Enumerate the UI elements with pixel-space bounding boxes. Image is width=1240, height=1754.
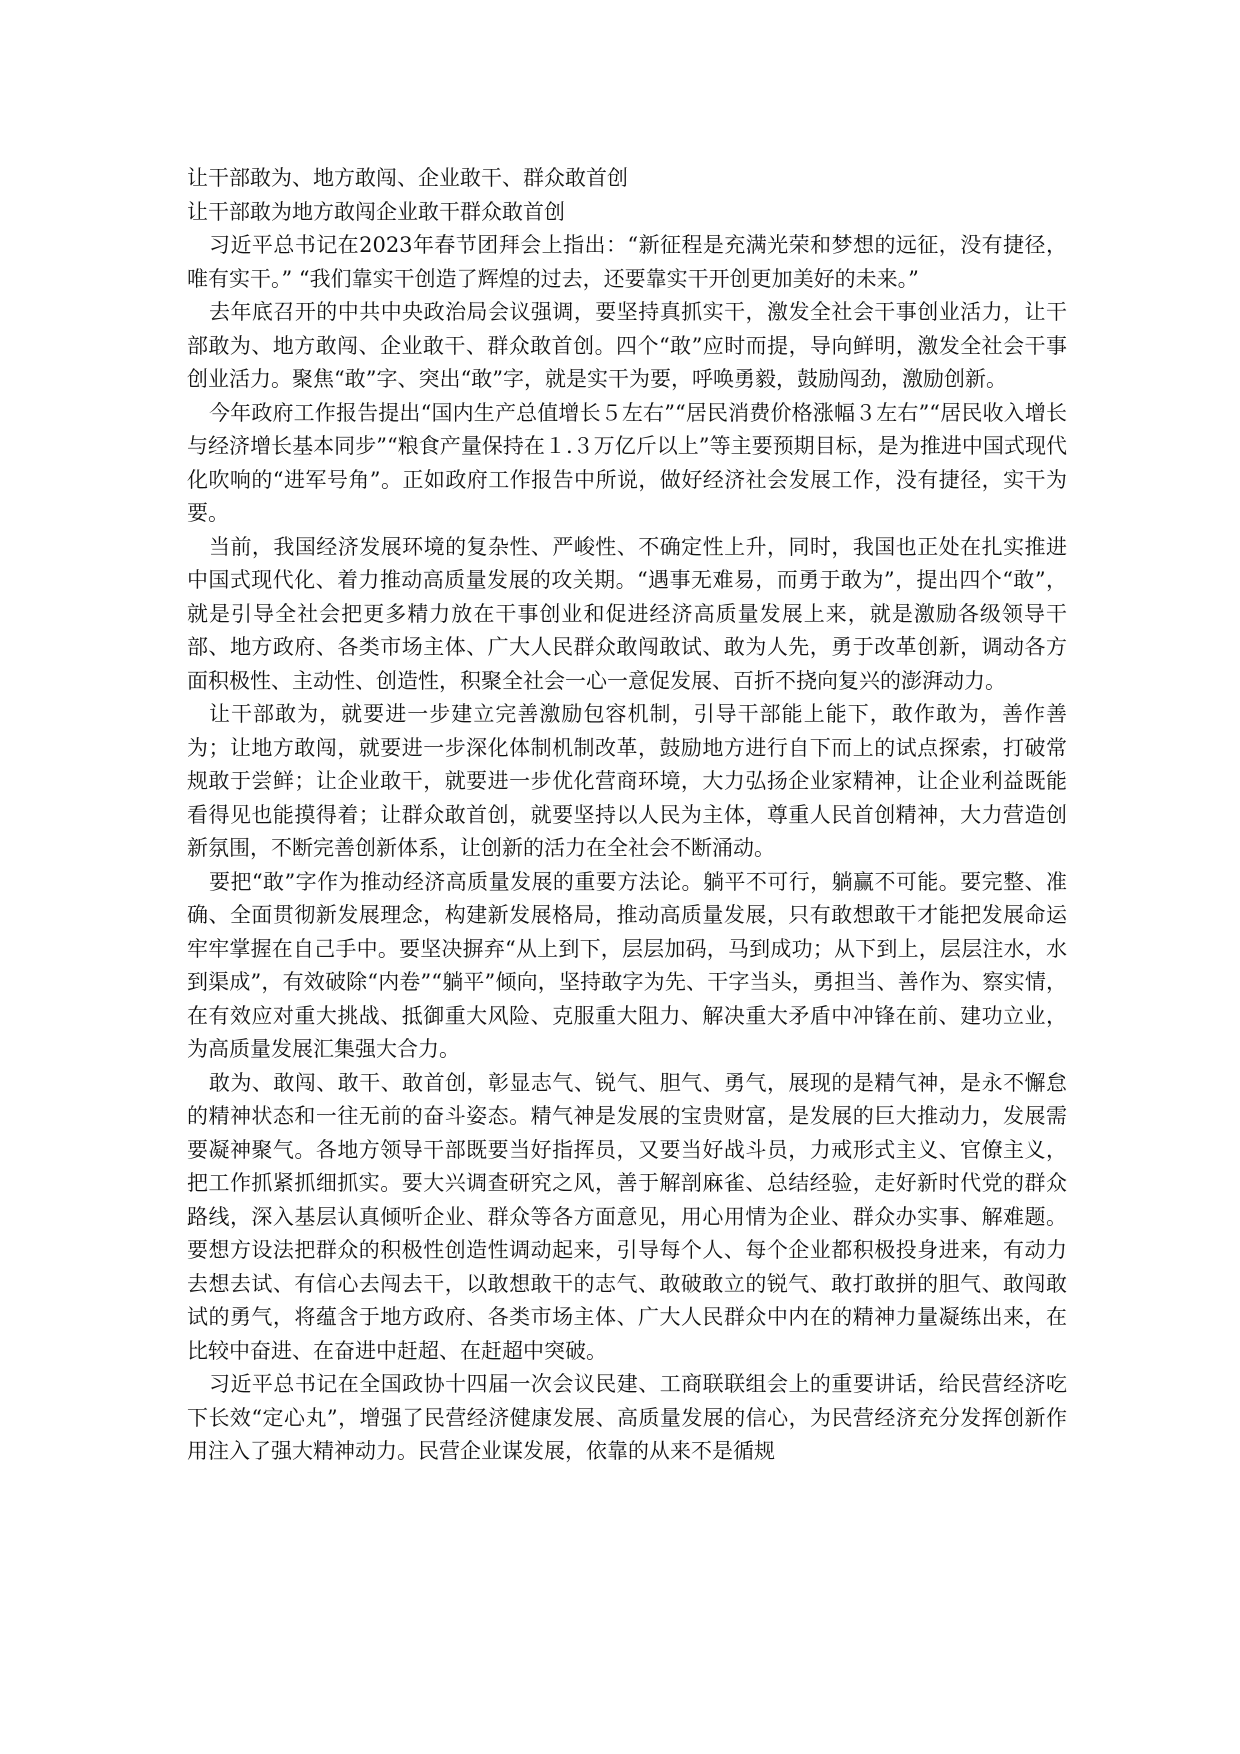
document-page <box>187 162 1067 1469</box>
paragraph-8: 习近平总书记在全国政协十四届一次会议民建、工商联联组会上的重要讲话，给民营经济吃下长效“定心丸”，增强了民营经济健康发展、高质量发展的信心，为民营经济充分发挥创新作用注入了强大精神动力。民营企业谋发展，依靠的从来不是循规 <box>187 1372 1067 1463</box>
paragraph-1: 习近平总书记在2023年春节团拜会上指出：“新征程是充满光荣和梦想的远征，没有捷径，唯有实干。” “我们靠实干创造了辉煌的过去，还要靠实干开创更加美好的未来。” <box>187 233 1067 291</box>
paragraph-5: 让干部敢为，就要进一步建立完善激励包容机制，引导干部能上能下，敢作敢为，善作善为；让地方敢闯，就要进一步深化体制机制改革，鼓励地方进行自下而上的试点探索，打破常规敢于尝鲜；让企业敢干，就要进一步优化营商环境，大力弘扬企业家精神，让企业利益既能看得见也能摸得着；让群众敢首创，就要坚持以人民为主体，尊重人民首创精神，大力营造创新氛围，不断完善创新体系，让创新的活力在全社会不断涌动。 <box>187 702 1067 860</box>
document-title: 让干部敢为、地方敢闯、企业敢干、群众敢首创 <box>187 166 628 190</box>
paragraph-4: 当前，我国经济发展环境的复杂性、严峻性、不确定性上升，同时，我国也正处在扎实推进中国式现代化、着力推动高质量发展的攻关期。“遇事无难易，而勇于敢为”，提出四个“敢”，就是引导全社会把更多精力放在干事创业和促进经济高质量发展上来，就是激励各级领导干部、地方政府、各类市场主体、广大人民群众敢闯敢试、敢为人先，勇于改革创新，调动各方面积极性、主动性、创造性，积聚全社会一心一意促发展、百折不挠向复兴的澎湃动力。 <box>187 534 1067 693</box>
paragraph-3: 今年政府工作报告提出“国内生产总值增长５左右”“居民消费价格涨幅３左右”“居民收入增长与经济增长基本同步”“粮食产量保持在１.３万亿斤以上”等主要预期目标，是为推进中国式现代化吹响的“进军号角”。正如政府工作报告中所说，做好经济社会发展工作，没有捷径，实干为要。 <box>187 400 1067 525</box>
document-subtitle: 让干部敢为地方敢闯企业敢干群众敢首创 <box>187 199 565 224</box>
paragraph-6: 要把“敢”字作为推动经济高质量发展的重要方法论。躺平不可行，躺赢不可能。要完整、准确、全面贯彻新发展理念，构建新发展格局，推动高质量发展，只有敢想敢干才能把发展命运牢牢掌握在自己手中。要坚决摒弃“从上到下，层层加码，马到成功；从下到上，层层注水，水到渠成”，有效破除“内卷”“躺平”倾向，坚持敢字为先、干字当头，勇担当、善作为、察实情，在有效应对重大挑战、抵御重大风险、克服重大阻力、解决重大矛盾中冲锋在前、建功立业，为高质量发展汇集强大合力。 <box>187 869 1067 1061</box>
paragraph-2: 去年底召开的中共中央政治局会议强调，要坚持真抓实干，激发全社会干事创业活力，让干部敢为、地方敢闯、企业敢干、群众敢首创。四个“敢”应时而提，导向鲜明，激发全社会干事创业活力。聚焦“敢”字、突出“敢”字，就是实干为要，呼唤勇毅，鼓励闯劲，激励创新。 <box>187 300 1067 391</box>
paragraph-7: 敢为、敢闯、敢干、敢首创，彰显志气、锐气、胆气、勇气，展现的是精气神，是永不懈怠的精神状态和一往无前的奋斗姿态。精气神是发展的宝贵财富，是发展的巨大推动力，发展需要凝神聚气。各地方领导干部既要当好指挥员，又要当好战斗员，力戒形式主义、官僚主义，把工作抓紧抓细抓实。要大兴调查研究之风，善于解剖麻雀、总结经验，走好新时代党的群众路线，深入基层认真倾听企业、群众等各方面意见，用心用情为企业、群众办实事、解难题。要想方设法把群众的积极性创造性调动起来，引导每个人、每个企业都积极投身进来，有动力去想去试、有信心去闯去干，以敢想敢干的志气、敢破敢立的锐气、敢打敢拼的胆气、敢闯敢试的勇气，将蕴含于地方政府、各类市场主体、广大人民群众中内在的精神力量凝练出来，在比较中奋进、在奋进中赶超、在赶超中突破。 <box>187 1070 1067 1363</box>
